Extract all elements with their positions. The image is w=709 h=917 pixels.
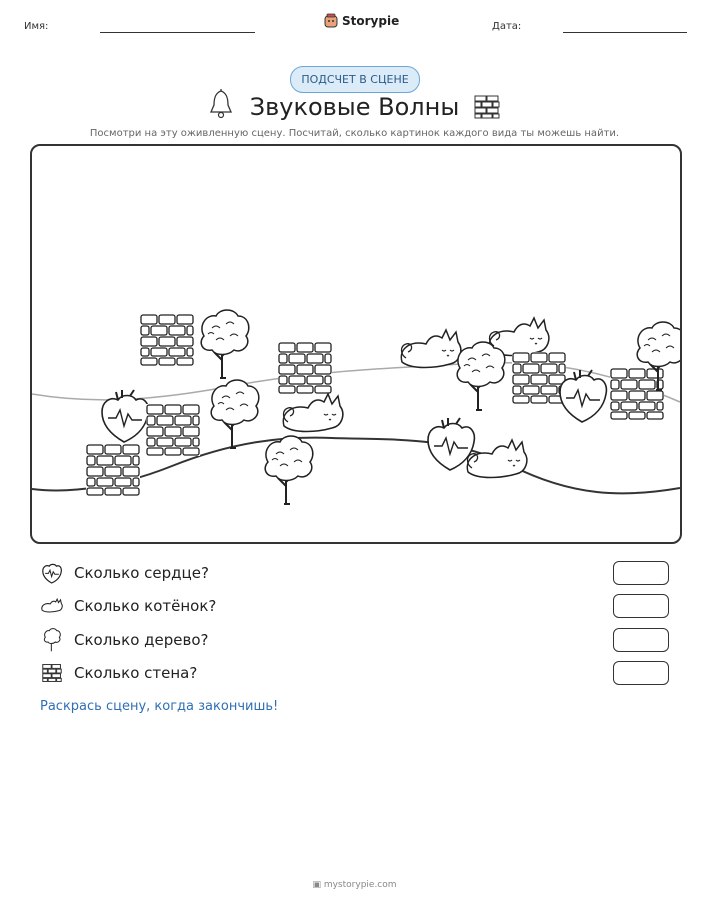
answer-box[interactable] <box>613 628 669 652</box>
scene-object-wall <box>610 368 664 420</box>
page-title: Звуковые Волны <box>249 93 460 121</box>
footer-brand <box>0 880 709 890</box>
scene-object-cat <box>467 440 527 478</box>
question-row <box>40 561 209 585</box>
wall-icon <box>40 663 64 683</box>
scene-object-tree <box>265 436 313 504</box>
scene-object-wall <box>146 404 200 456</box>
question-text: Сколько дерево? <box>74 631 209 649</box>
cat-icon <box>40 597 64 615</box>
scene-object-tree <box>201 310 249 378</box>
scene-object-tree <box>457 342 505 410</box>
brand-logo <box>323 13 399 29</box>
answer-box[interactable] <box>613 661 669 685</box>
mascot-icon <box>323 13 339 29</box>
instructions: Посмотри на эту оживленную сцену. Посчитай, сколько картинок каждого вида ты можешь найти. <box>89 128 620 139</box>
wall-icon <box>474 95 500 123</box>
question-text: Сколько сердце? <box>74 564 209 582</box>
question-text: Сколько стена? <box>74 664 198 682</box>
brand-name: Storypie <box>342 14 400 28</box>
scene-canvas <box>32 146 680 542</box>
question-text: Сколько котёнок? <box>74 597 217 615</box>
scene-object-wall <box>140 314 194 366</box>
scene-object-cat <box>401 330 461 368</box>
footer-url: mystorypie.com <box>323 880 397 890</box>
answer-box[interactable] <box>613 594 669 618</box>
scene-object-cat <box>283 394 343 432</box>
counting-scene <box>30 144 682 544</box>
name-field[interactable] <box>100 32 255 33</box>
question-row <box>40 594 216 618</box>
date-label: Дата: <box>492 21 522 32</box>
scene-object-wall <box>86 444 140 496</box>
question-row <box>40 628 208 652</box>
tree-icon <box>40 628 64 652</box>
name-label: Имя: <box>24 21 49 32</box>
scene-object-wall <box>278 342 332 394</box>
mascot-small-icon: ▣ <box>312 880 321 890</box>
date-field[interactable] <box>563 32 687 33</box>
scene-object-tree <box>211 380 259 448</box>
scene-object-heart <box>560 370 606 422</box>
heart-icon <box>40 562 64 584</box>
scene-object-wall <box>512 352 566 404</box>
answer-box[interactable] <box>613 561 669 585</box>
coloring-instruction: Раскрась сцену, когда закончишь! <box>40 699 279 714</box>
category-badge: ПОДСЧЕТ В СЦЕНЕ <box>290 66 420 93</box>
question-row <box>40 661 197 685</box>
